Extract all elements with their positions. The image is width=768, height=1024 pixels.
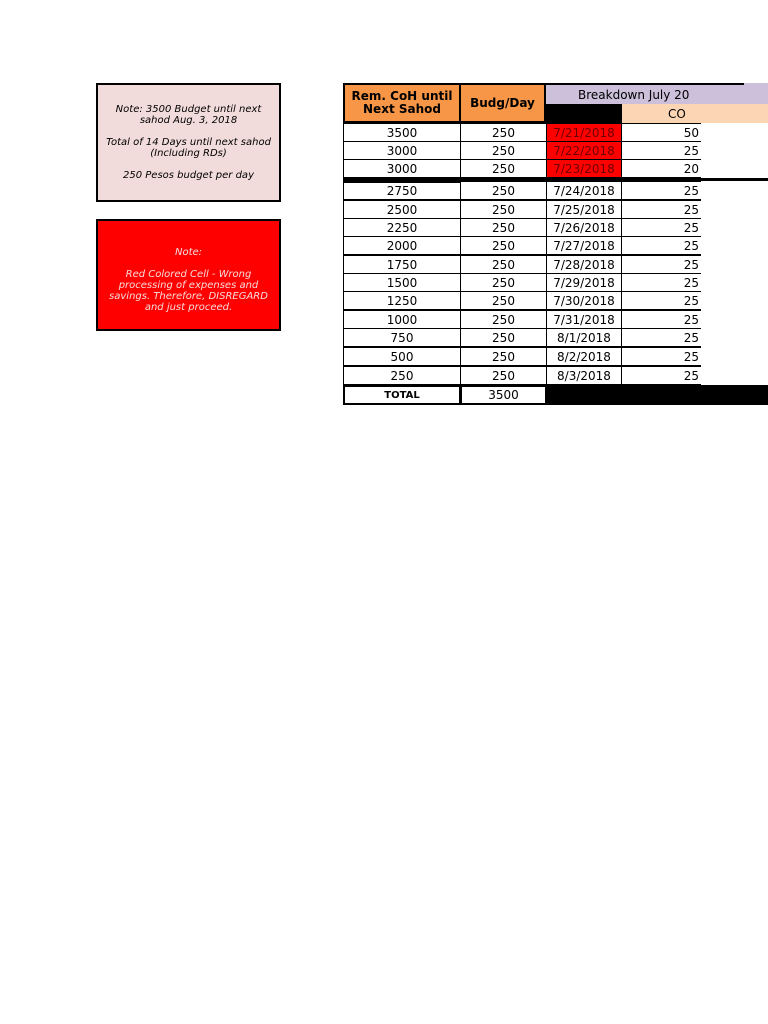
total-black-cell xyxy=(546,385,683,405)
cell-breakdown-value[interactable]: 25 xyxy=(621,347,701,366)
cell-remaining[interactable]: 2250 xyxy=(343,218,461,237)
cell-date[interactable]: 8/1/2018 xyxy=(546,328,622,347)
cell-budget[interactable]: 250 xyxy=(460,141,547,160)
cell-breakdown-value[interactable]: 25 xyxy=(621,328,701,347)
cell-breakdown-value[interactable]: 25 xyxy=(621,291,701,310)
cell-budget[interactable]: 250 xyxy=(460,255,547,274)
cell-budget[interactable]: 250 xyxy=(460,366,547,385)
header-remaining-coh[interactable]: Rem. CoH until Next Sahod xyxy=(343,83,461,123)
cell-remaining[interactable]: 3000 xyxy=(343,141,461,160)
cell-date[interactable]: 7/25/2018 xyxy=(546,200,622,219)
red-note-title: Note: xyxy=(174,247,203,258)
cell-remaining[interactable]: 3000 xyxy=(343,159,461,178)
cell-remaining[interactable]: 3500 xyxy=(343,123,461,142)
cell-remaining[interactable]: 1000 xyxy=(343,310,461,329)
header-budget-per-day[interactable]: Budg/Day xyxy=(459,83,546,123)
header-breakdown-extension xyxy=(744,83,768,104)
cell-budget[interactable]: 250 xyxy=(460,291,547,310)
cell-date[interactable]: 7/26/2018 xyxy=(546,218,622,237)
budget-table xyxy=(343,83,768,413)
cell-breakdown-value[interactable]: 25 xyxy=(621,200,701,219)
budget-note-box xyxy=(96,83,281,202)
cell-budget[interactable]: 250 xyxy=(460,236,547,255)
cell-budget[interactable]: 250 xyxy=(460,328,547,347)
cell-budget[interactable]: 250 xyxy=(460,123,547,142)
cell-budget[interactable]: 250 xyxy=(460,181,547,200)
cell-breakdown-value[interactable]: 20 xyxy=(621,159,701,178)
cell-budget[interactable]: 250 xyxy=(460,310,547,329)
red-cell-note-box xyxy=(96,219,281,331)
budget-note-line-2: Total of 14 Days until next sahod (Including RDs) xyxy=(106,137,271,159)
cell-date[interactable]: 7/22/2018 xyxy=(546,141,622,160)
cell-date[interactable]: 7/28/2018 xyxy=(546,255,622,274)
cell-date[interactable]: 7/21/2018 xyxy=(546,123,622,142)
total-budget-value[interactable]: 3500 xyxy=(460,385,547,405)
cell-remaining[interactable]: 2750 xyxy=(343,181,461,200)
red-note-body: Red Colored Cell - Wrong processing of expenses and savings. Therefore, DISREGARD and just proceed. xyxy=(109,269,268,313)
cell-date[interactable]: 7/31/2018 xyxy=(546,310,622,329)
cell-date[interactable]: 7/23/2018 xyxy=(546,159,622,178)
cell-remaining[interactable]: 750 xyxy=(343,328,461,347)
cell-date[interactable]: 7/27/2018 xyxy=(546,236,622,255)
cell-breakdown-value[interactable]: 25 xyxy=(621,310,701,329)
total-label[interactable]: TOTAL xyxy=(343,385,461,405)
cell-remaining[interactable]: 1750 xyxy=(343,255,461,274)
cell-date[interactable]: 7/24/2018 xyxy=(546,181,622,200)
cell-budget[interactable]: 250 xyxy=(460,273,547,292)
budget-note-line-1: Note: 3500 Budget until next sahod Aug. 3, 2018 xyxy=(115,104,262,126)
cell-remaining[interactable]: 500 xyxy=(343,347,461,366)
cell-date[interactable]: 7/29/2018 xyxy=(546,273,622,292)
cell-breakdown-value[interactable]: 25 xyxy=(621,141,701,160)
cell-remaining[interactable]: 1500 xyxy=(343,273,461,292)
header-breakdown[interactable]: Breakdown July 20 xyxy=(546,83,744,104)
cell-breakdown-value[interactable]: 25 xyxy=(621,218,701,237)
cell-remaining[interactable]: 250 xyxy=(343,366,461,385)
section-divider-left xyxy=(343,179,461,183)
cell-breakdown-value[interactable]: 25 xyxy=(621,366,701,385)
header-sub-column[interactable]: CO xyxy=(622,104,768,123)
header-date-black-cell xyxy=(546,104,622,123)
total-black-cell-right xyxy=(683,385,768,405)
cell-breakdown-value[interactable]: 50 xyxy=(621,123,701,142)
cell-date[interactable]: 7/30/2018 xyxy=(546,291,622,310)
cell-date[interactable]: 8/2/2018 xyxy=(546,347,622,366)
cell-date[interactable]: 8/3/2018 xyxy=(546,366,622,385)
cell-budget[interactable]: 250 xyxy=(460,218,547,237)
cell-breakdown-value[interactable]: 25 xyxy=(621,181,701,200)
budget-note-line-3: 250 Pesos budget per day xyxy=(123,170,254,181)
cell-remaining[interactable]: 2000 xyxy=(343,236,461,255)
cell-budget[interactable]: 250 xyxy=(460,200,547,219)
cell-budget[interactable]: 250 xyxy=(460,347,547,366)
cell-breakdown-value[interactable]: 25 xyxy=(621,273,701,292)
cell-breakdown-value[interactable]: 25 xyxy=(621,236,701,255)
cell-remaining[interactable]: 2500 xyxy=(343,200,461,219)
cell-budget[interactable]: 250 xyxy=(460,159,547,178)
cell-remaining[interactable]: 1250 xyxy=(343,291,461,310)
cell-breakdown-value[interactable]: 25 xyxy=(621,255,701,274)
